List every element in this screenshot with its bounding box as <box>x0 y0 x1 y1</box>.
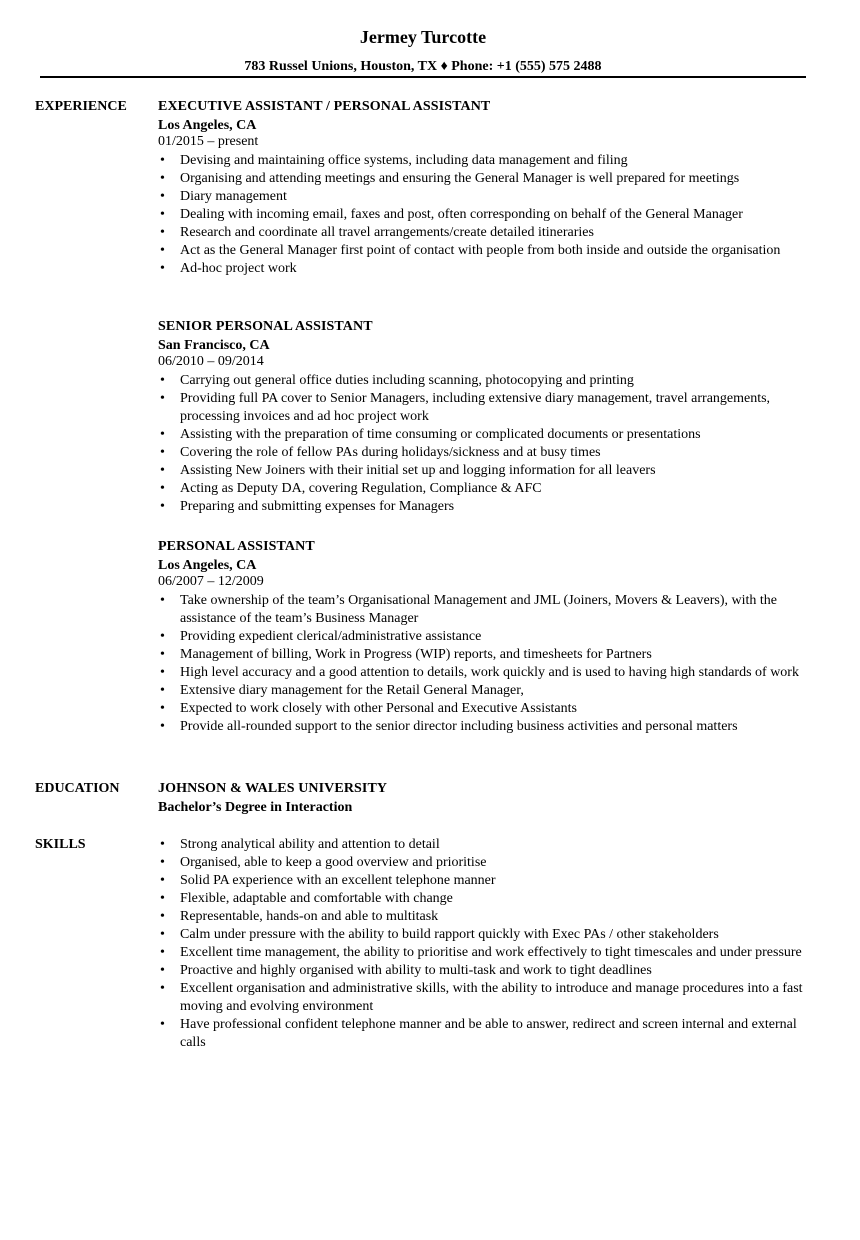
list-item: • Organising and attending meetings and ensuring the General Manager is well prepared for meetings <box>158 170 818 188</box>
list-item: • Solid PA experience with an excellent telephone manner <box>158 872 818 890</box>
job-location: San Francisco, CA <box>158 338 270 353</box>
list-item: • Providing full PA cover to Senior Managers, including extensive diary management, travel arrangements, processing invoices and ad hoc project work <box>158 390 818 426</box>
list-item: • Representable, hands-on and able to multitask <box>158 908 818 926</box>
job-location: Los Angeles, CA <box>158 118 257 133</box>
job-title: PERSONAL ASSISTANT <box>158 539 315 554</box>
list-item: • Providing expedient clerical/administrative assistance <box>158 628 818 646</box>
list-item: • Extensive diary management for the Retail General Manager, <box>158 682 818 700</box>
list-item: • Devising and maintaining office systems, including data management and filing <box>158 152 818 170</box>
list-item: • Ad-hoc project work <box>158 260 818 278</box>
list-item: • Excellent time management, the ability to prioritise and work effectively to tight timescales and under pressure <box>158 944 818 962</box>
list-item: • Management of billing, Work in Progress (WIP) reports, and timesheets for Partners <box>158 646 818 664</box>
list-item: • Diary management <box>158 188 818 206</box>
list-item: • Flexible, adaptable and comfortable with change <box>158 890 818 908</box>
list-item: • Acting as Deputy DA, covering Regulation, Compliance & AFC <box>158 480 818 498</box>
list-item: • Have professional confident telephone manner and be able to answer, redirect and screen internal and external calls <box>158 1016 818 1052</box>
list-item: • Take ownership of the team’s Organisational Management and JML (Joiners, Movers & Leavers), with the assistance of the team’s Business Manager <box>158 592 818 628</box>
contact-line: 783 Russel Unions, Houston, TX ♦ Phone: +1 (555) 575 2488 <box>244 59 602 74</box>
degree: Bachelor’s Degree in Interaction <box>158 800 353 815</box>
job-duties-list <box>158 152 818 278</box>
job-location: Los Angeles, CA <box>158 558 257 573</box>
list-item: • Preparing and submitting expenses for Managers <box>158 498 818 516</box>
list-item: • Organised, able to keep a good overview and prioritise <box>158 854 818 872</box>
list-item: • Excellent organisation and administrative skills, with the ability to introduce and manage procedures into a fast moving and evolving environment <box>158 980 818 1016</box>
list-item: • Assisting with the preparation of time consuming or complicated documents or presentations <box>158 426 818 444</box>
job-entry <box>158 318 818 516</box>
list-item: • Dealing with incoming email, faxes and post, often corresponding on behalf of the General Manager <box>158 206 818 224</box>
job-entry <box>158 98 818 278</box>
school-name: JOHNSON & WALES UNIVERSITY <box>158 781 388 796</box>
section-label-experience: EXPERIENCE <box>35 99 127 114</box>
job-duties-list <box>158 372 818 516</box>
skills-list <box>158 836 818 1052</box>
list-item: • Carrying out general office duties including scanning, photocopying and printing <box>158 372 818 390</box>
section-label-education: EDUCATION <box>35 781 120 796</box>
list-item: • Covering the role of fellow PAs during holidays/sickness and at busy times <box>158 444 818 462</box>
job-duties-list <box>158 592 818 736</box>
header-divider <box>40 76 806 78</box>
list-item: • Act as the General Manager first point of contact with people from both inside and outside the organisation <box>158 242 818 260</box>
job-title: SENIOR PERSONAL ASSISTANT <box>158 319 373 334</box>
section-label-skills: SKILLS <box>35 837 86 852</box>
list-item: • Strong analytical ability and attention to detail <box>158 836 818 854</box>
list-item: • Proactive and highly organised with ability to multi-task and work to tight deadlines <box>158 962 818 980</box>
job-dates: 06/2007 – 12/2009 <box>158 574 264 589</box>
list-item: • Expected to work closely with other Personal and Executive Assistants <box>158 700 818 718</box>
job-entry <box>158 538 818 736</box>
job-title: EXECUTIVE ASSISTANT / PERSONAL ASSISTANT <box>158 99 491 114</box>
list-item: • Research and coordinate all travel arrangements/create detailed itineraries <box>158 224 818 242</box>
list-item: • Calm under pressure with the ability to build rapport quickly with Exec PAs / other stakeholders <box>158 926 818 944</box>
job-dates: 01/2015 – present <box>158 134 259 149</box>
list-item: • Assisting New Joiners with their initial set up and logging information for all leavers <box>158 462 818 480</box>
list-item: • Provide all-rounded support to the senior director including business activities and personal matters <box>158 718 818 736</box>
list-item: • High level accuracy and a good attention to details, work quickly and is used to having high standards of work <box>158 664 818 682</box>
skills-block <box>158 836 818 1052</box>
job-dates: 06/2010 – 09/2014 <box>158 354 264 369</box>
education-entry <box>158 780 818 816</box>
candidate-name: Jermey Turcotte <box>359 27 487 47</box>
